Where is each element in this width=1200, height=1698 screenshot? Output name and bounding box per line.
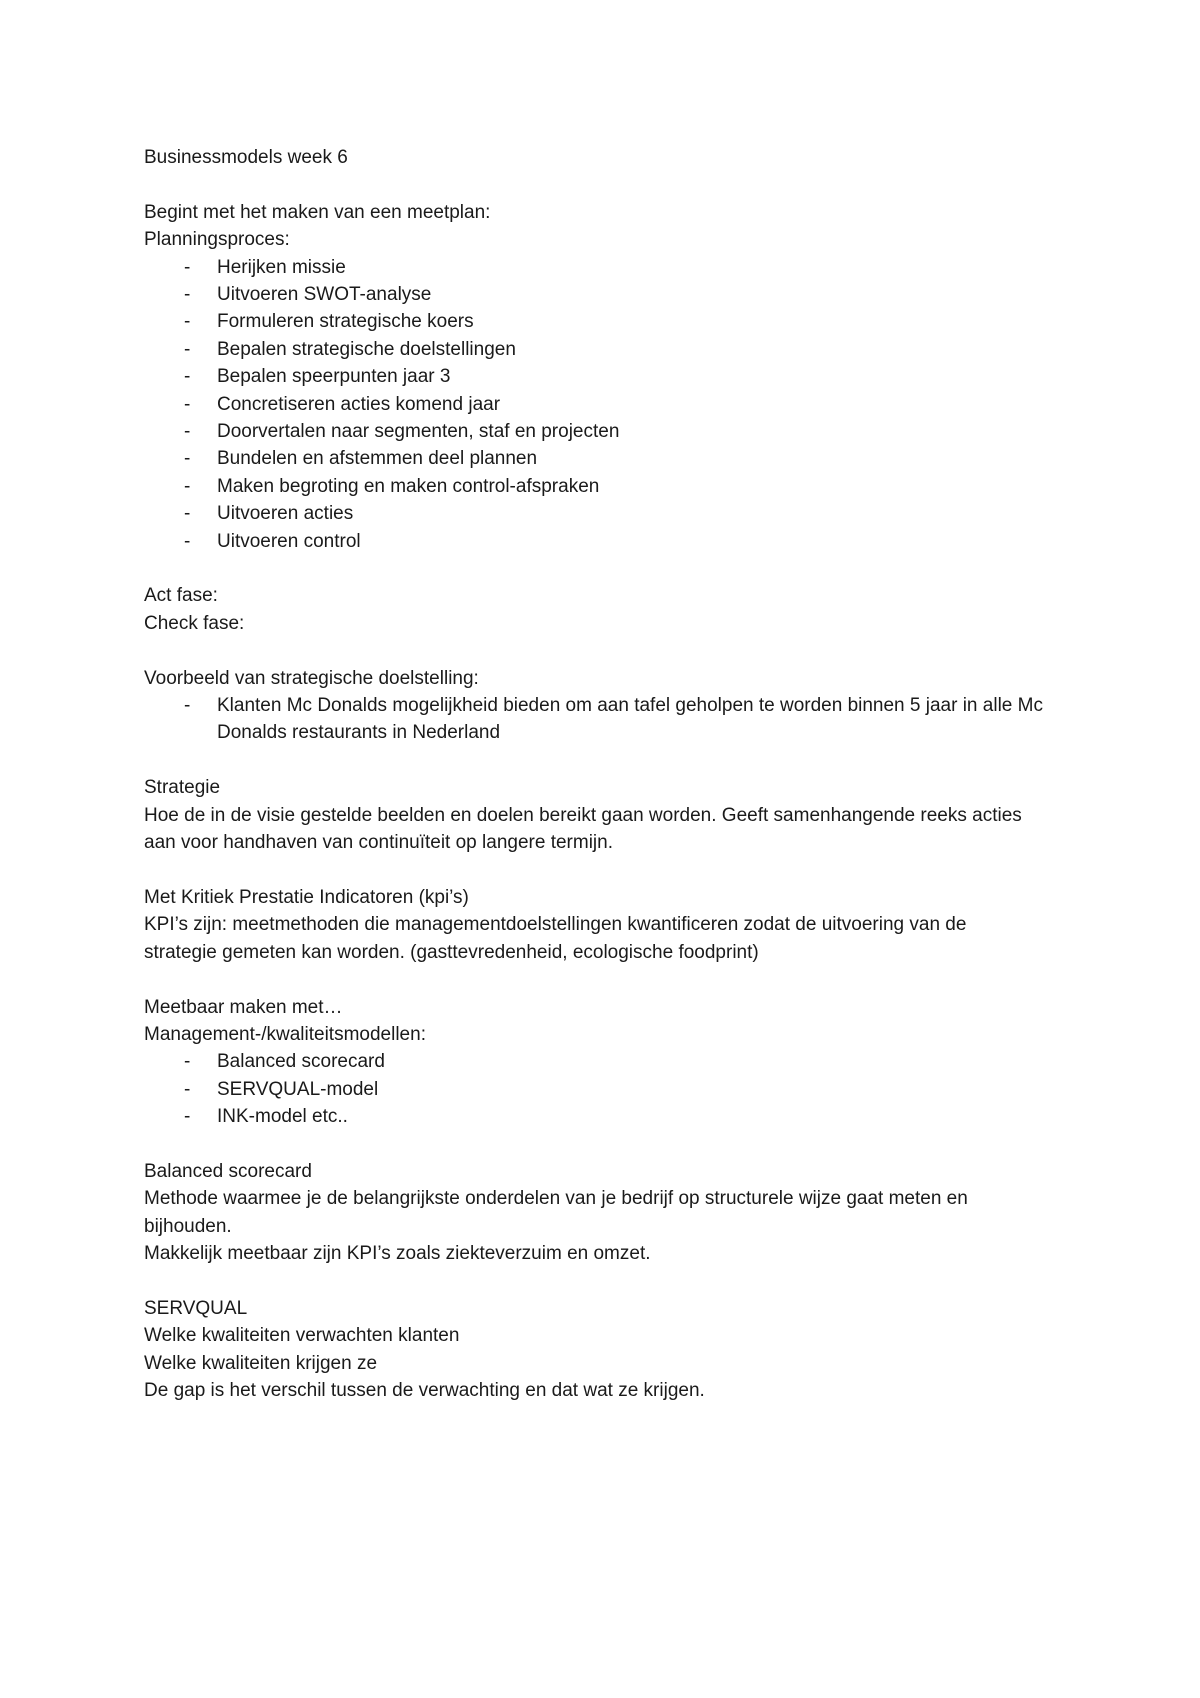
spacer bbox=[144, 857, 1044, 884]
list-item: - Bepalen strategische doelstellingen bbox=[144, 336, 1044, 363]
list-item: - Maken begroting en maken control-afspraken bbox=[144, 473, 1044, 500]
dash-bullet: - bbox=[184, 1106, 191, 1128]
spacer bbox=[144, 555, 1044, 582]
list-item: - Doorvertalen naar segmenten, staf en projecten bbox=[144, 418, 1044, 445]
dash-bullet: - bbox=[184, 366, 191, 388]
kpi-heading: Met Kritiek Prestatie Indicatoren (kpi’s) bbox=[144, 886, 469, 908]
spacer bbox=[144, 171, 1044, 198]
planning-steps-list bbox=[144, 254, 1044, 555]
list-item: - Uitvoeren control bbox=[144, 528, 1044, 555]
spacer bbox=[144, 966, 1044, 993]
dash-bullet: - bbox=[184, 311, 191, 333]
kpi-text: KPI’s zijn: meetmethoden die managementdoelstellingen kwantificeren zodat de uitvoering van de strategie gemeten kan worden. (gasttevredenheid, ecologische foodprint) bbox=[144, 914, 972, 963]
example-heading: Voorbeeld van strategische doelstelling: bbox=[144, 667, 479, 689]
list-item: - Uitvoeren acties bbox=[144, 500, 1044, 527]
list-item: - SERVQUAL-model bbox=[144, 1076, 1044, 1103]
dash-bullet: - bbox=[184, 1051, 191, 1073]
spacer bbox=[144, 1131, 1044, 1158]
dash-bullet: - bbox=[184, 695, 191, 717]
dash-bullet: - bbox=[184, 338, 191, 360]
dash-bullet: - bbox=[184, 530, 191, 552]
document-title: Businessmodels week 6 bbox=[144, 147, 348, 168]
dash-bullet: - bbox=[184, 1078, 191, 1100]
dash-bullet: - bbox=[184, 448, 191, 470]
document-body bbox=[144, 144, 1044, 1405]
list-item: - Herijken missie bbox=[144, 254, 1044, 281]
list-item: - Formuleren strategische koers bbox=[144, 308, 1044, 335]
dash-bullet: - bbox=[184, 421, 191, 443]
dash-bullet: - bbox=[184, 284, 191, 306]
spacer bbox=[144, 747, 1044, 774]
act-fase-label: Act fase: bbox=[144, 585, 218, 607]
servqual-line: Welke kwaliteiten verwachten klanten bbox=[144, 1325, 460, 1347]
strategie-heading: Strategie bbox=[144, 777, 221, 799]
dash-bullet: - bbox=[184, 393, 191, 415]
list-item: - Bundelen en afstemmen deel plannen bbox=[144, 445, 1044, 472]
intro-text: Begint met het maken van een meetplan: bbox=[144, 201, 491, 223]
meetbaar-heading: Meetbaar maken met… bbox=[144, 996, 343, 1018]
list-item: - Balanced scorecard bbox=[144, 1048, 1044, 1075]
bsc-text: Methode waarmee je de belangrijkste onderdelen van je bedrijf op structurele wijze gaat meten en bijhouden. bbox=[144, 1188, 974, 1237]
dash-bullet: - bbox=[184, 503, 191, 525]
check-fase-label: Check fase: bbox=[144, 612, 245, 634]
spacer bbox=[144, 1268, 1044, 1295]
dash-bullet: - bbox=[184, 256, 191, 278]
list-item: - Bepalen speerpunten jaar 3 bbox=[144, 363, 1044, 390]
servqual-line: De gap is het verschil tussen de verwachting en dat wat ze krijgen. bbox=[144, 1380, 705, 1402]
list-item: - Uitvoeren SWOT-analyse bbox=[144, 281, 1044, 308]
list-item: - INK-model etc.. bbox=[144, 1103, 1044, 1130]
bsc-text-2: Makkelijk meetbaar zijn KPI’s zoals ziekteverzuim en omzet. bbox=[144, 1243, 651, 1265]
planning-heading: Planningsproces: bbox=[144, 229, 290, 251]
models-list bbox=[144, 1048, 1044, 1130]
list-item: - Klanten Mc Donalds mogelijkheid bieden om aan tafel geholpen te worden binnen 5 jaar in alle Mc Donalds restaurants in Nederland bbox=[144, 692, 1044, 747]
list-item: - Concretiseren acties komend jaar bbox=[144, 391, 1044, 418]
servqual-line: Welke kwaliteiten krijgen ze bbox=[144, 1352, 378, 1374]
strategie-text: Hoe de in de visie gestelde beelden en doelen bereikt gaan worden. Geeft samenhangende reeks acties aan voor handhaven van continuïteit op langere termijn. bbox=[144, 804, 1028, 854]
models-heading: Management-/kwaliteitsmodellen: bbox=[144, 1023, 426, 1045]
bsc-heading: Balanced scorecard bbox=[144, 1160, 312, 1182]
dash-bullet: - bbox=[184, 475, 191, 497]
example-list bbox=[144, 692, 1044, 747]
servqual-heading: SERVQUAL bbox=[144, 1297, 248, 1319]
spacer bbox=[144, 637, 1044, 664]
